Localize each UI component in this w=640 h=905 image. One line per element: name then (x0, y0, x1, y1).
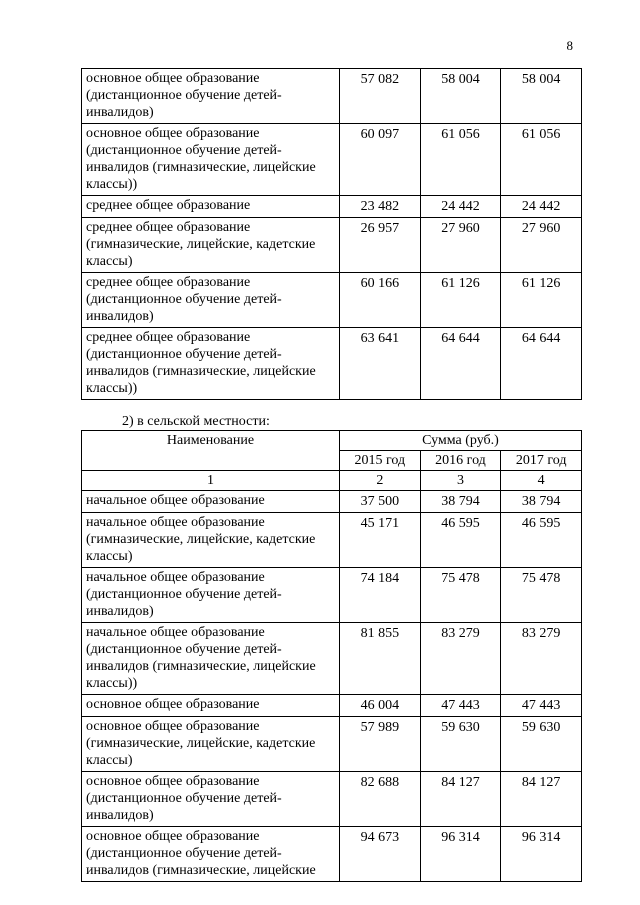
header-year-2017: 2017 год (501, 451, 582, 471)
value-2016-cell: 75 478 (420, 568, 501, 623)
value-2015-cell: 46 004 (340, 695, 421, 717)
value-2017-cell: 27 960 (501, 218, 582, 273)
header-year-2016: 2016 год (420, 451, 501, 471)
value-2015-cell: 60 097 (340, 124, 421, 196)
table-row (82, 623, 582, 695)
table-row (82, 273, 582, 328)
row-name-cell: среднее общее образование (дистанционное обучение детей- инвалидов) (82, 273, 340, 328)
value-2015-cell: 63 641 (340, 328, 421, 400)
table1-body (82, 69, 582, 400)
value-2017-cell: 38 794 (501, 491, 582, 513)
value-2017-cell: 46 595 (501, 513, 582, 568)
value-2016-cell: 38 794 (420, 491, 501, 513)
value-2016-cell: 84 127 (420, 772, 501, 827)
value-2016-cell: 47 443 (420, 695, 501, 717)
value-2015-cell: 57 989 (340, 717, 421, 772)
funding-table-rural (81, 430, 582, 882)
value-2015-cell: 82 688 (340, 772, 421, 827)
value-2017-cell: 75 478 (501, 568, 582, 623)
column-number-3: 3 (420, 471, 501, 491)
table-row (82, 328, 582, 400)
value-2017-cell: 24 442 (501, 196, 582, 218)
header-name-column: Наименование (82, 431, 340, 471)
value-2015-cell: 23 482 (340, 196, 421, 218)
value-2016-cell: 64 644 (420, 328, 501, 400)
header-year-2015: 2015 год (340, 451, 421, 471)
value-2017-cell: 83 279 (501, 623, 582, 695)
table-row (82, 69, 582, 124)
value-2015-cell: 57 082 (340, 69, 421, 124)
column-number-1: 1 (82, 471, 340, 491)
value-2016-cell: 46 595 (420, 513, 501, 568)
value-2016-cell: 61 126 (420, 273, 501, 328)
row-name-cell: среднее общее образование (82, 196, 340, 218)
column-number-2: 2 (340, 471, 421, 491)
table-row (82, 568, 582, 623)
value-2015-cell: 94 673 (340, 827, 421, 882)
row-name-cell: основное общее образование (дистанционное обучение детей- инвалидов) (82, 69, 340, 124)
table-row (82, 772, 582, 827)
row-name-cell: начальное общее образование (гимназические, лицейские, кадетские классы) (82, 513, 340, 568)
row-name-cell: основное общее образование (82, 695, 340, 717)
value-2015-cell: 26 957 (340, 218, 421, 273)
table-row (82, 218, 582, 273)
section-heading-rural: 2) в сельской местности: (122, 414, 270, 429)
table-row (82, 491, 582, 513)
row-name-cell: основное общее образование (дистанционное обучение детей- инвалидов) (82, 772, 340, 827)
row-name-cell: основное общее образование (гимназические, лицейские, кадетские классы) (82, 717, 340, 772)
table-row (82, 827, 582, 882)
table-row (82, 124, 582, 196)
value-2017-cell: 47 443 (501, 695, 582, 717)
value-2017-cell: 84 127 (501, 772, 582, 827)
value-2016-cell: 59 630 (420, 717, 501, 772)
value-2017-cell: 61 126 (501, 273, 582, 328)
value-2015-cell: 74 184 (340, 568, 421, 623)
value-2017-cell: 64 644 (501, 328, 582, 400)
value-2016-cell: 24 442 (420, 196, 501, 218)
row-name-cell: среднее общее образование (дистанционное обучение детей- инвалидов (гимназические, лицейские классы)) (82, 328, 340, 400)
table-row (82, 717, 582, 772)
table2-header (82, 431, 582, 491)
value-2017-cell: 61 056 (501, 124, 582, 196)
value-2016-cell: 27 960 (420, 218, 501, 273)
value-2016-cell: 96 314 (420, 827, 501, 882)
page-number: 8 (566, 38, 573, 53)
value-2015-cell: 37 500 (340, 491, 421, 513)
row-name-cell: начальное общее образование (дистанционное обучение детей- инвалидов) (82, 568, 340, 623)
value-2016-cell: 58 004 (420, 69, 501, 124)
table-row (82, 695, 582, 717)
row-name-cell: среднее общее образование (гимназические, лицейские, кадетские классы) (82, 218, 340, 273)
header-sum-column: Сумма (руб.) (340, 431, 582, 451)
value-2015-cell: 60 166 (340, 273, 421, 328)
value-2017-cell: 96 314 (501, 827, 582, 882)
row-name-cell: основное общее образование (дистанционное обучение детей- инвалидов (гимназические, лицейские классы)) (82, 124, 340, 196)
table-row (82, 196, 582, 218)
table2-body (82, 491, 582, 882)
value-2017-cell: 58 004 (501, 69, 582, 124)
value-2016-cell: 83 279 (420, 623, 501, 695)
row-name-cell: основное общее образование (дистанционное обучение детей- инвалидов (гимназические, лицейские (82, 827, 340, 882)
value-2015-cell: 45 171 (340, 513, 421, 568)
funding-table-continued (81, 68, 582, 400)
value-2017-cell: 59 630 (501, 717, 582, 772)
value-2016-cell: 61 056 (420, 124, 501, 196)
row-name-cell: начальное общее образование (82, 491, 340, 513)
row-name-cell: начальное общее образование (дистанционное обучение детей- инвалидов (гимназические, лицейские классы)) (82, 623, 340, 695)
value-2015-cell: 81 855 (340, 623, 421, 695)
column-number-4: 4 (501, 471, 582, 491)
table-row (82, 513, 582, 568)
